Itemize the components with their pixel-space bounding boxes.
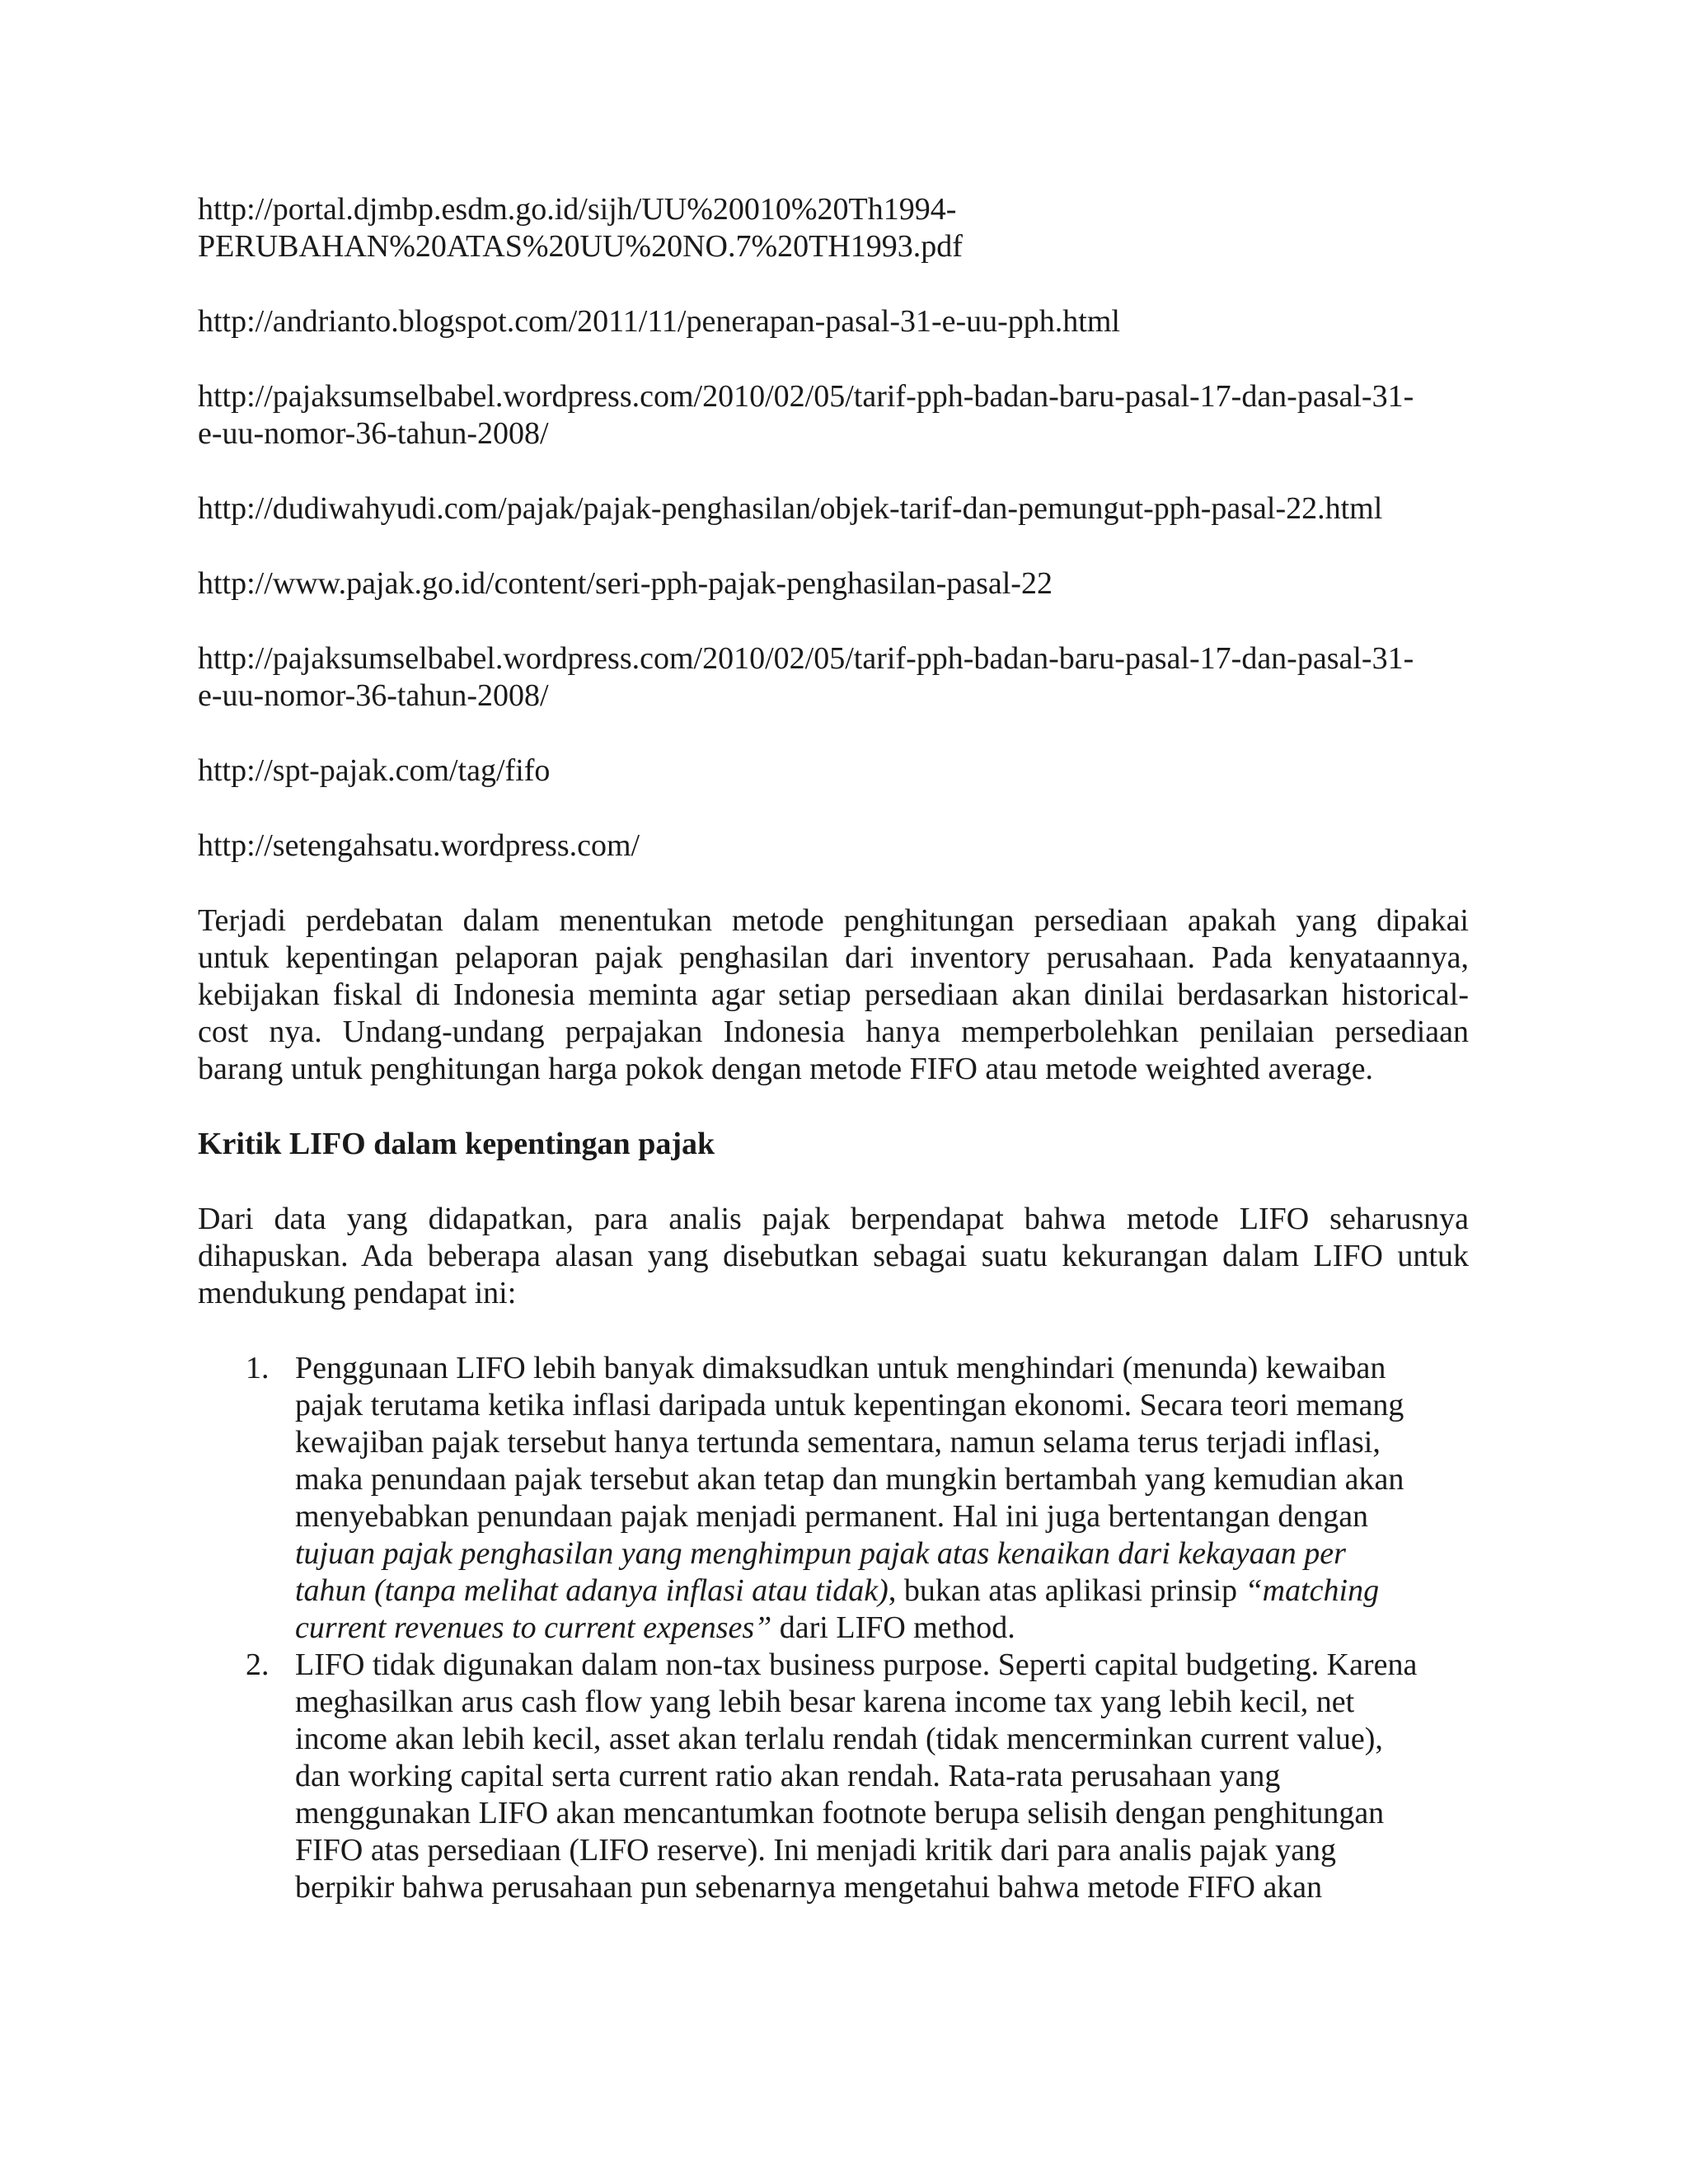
reference-url-line: http://portal.djmbp.esdm.go.id/sijh/UU%20010%20Th1994- <box>198 192 957 227</box>
plain-text: , bukan atas aplikasi prinsip <box>888 1573 1245 1608</box>
section-heading: Kritik LIFO dalam kepentingan pajak <box>198 1127 715 1161</box>
paragraph-line: Terjadi perdebatan dalam menentukan metode penghitungan persediaan apakah yang dipakai <box>198 903 1469 938</box>
reference-url[interactable] <box>198 378 1469 452</box>
reference-url[interactable] <box>198 490 1469 527</box>
reference-url-line: e-uu-nomor-36-tahun-2008/ <box>198 678 549 713</box>
italic-text: tahun (tanpa melihat adanya inflasi atau tidak) <box>295 1573 889 1608</box>
list-item-line: dan working capital serta current ratio akan rendah. Rata-rata perusahaan yang <box>295 1759 1281 1793</box>
list-item-line: kewajiban pajak tersebut hanya tertunda sementara, namun selama terus terjadi inflasi, <box>295 1425 1381 1460</box>
reference-url[interactable] <box>198 752 1469 790</box>
paragraph-line: Dari data yang didapatkan, para analis pajak berpendapat bahwa metode LIFO seharusnya <box>198 1202 1469 1236</box>
reference-url-line: http://setengahsatu.wordpress.com/ <box>198 828 640 863</box>
list-item-line: FIFO atas persediaan (LIFO reserve). Ini menjadi kritik dari para analis pajak yang <box>295 1833 1337 1868</box>
reference-url-line: http://dudiwahyudi.com/pajak/pajak-penghasilan/objek-tarif-dan-pemungut-pph-pasal-22.html <box>198 491 1383 526</box>
list-item <box>198 1647 1469 1906</box>
section-paragraph <box>198 1201 1469 1312</box>
list-item-line <box>295 1610 1469 1647</box>
reference-url-line: http://www.pajak.go.id/content/seri-pph-pajak-penghasilan-pasal-22 <box>198 566 1053 601</box>
list-item-line: LIFO tidak digunakan dalam non-tax business purpose. Seperti capital budgeting. Karena <box>295 1647 1418 1682</box>
paragraph-line: mendukung pendapat ini: <box>198 1276 517 1310</box>
list-item-line <box>295 1535 1469 1572</box>
list-item-line: menggunakan LIFO akan mencantumkan footnote berupa selisih dengan penghitungan <box>295 1796 1385 1830</box>
list-item <box>198 1350 1469 1647</box>
paragraph-line: cost nya. Undang-undang perpajakan Indonesia hanya memperbolehkan penilaian persediaan <box>198 1015 1469 1049</box>
italic-text: current revenues to current expenses” <box>295 1610 772 1645</box>
list-item-line: meghasilkan arus cash flow yang lebih besar karena income tax yang lebih kecil, net <box>295 1685 1355 1719</box>
reference-url[interactable] <box>198 640 1469 715</box>
reference-url[interactable] <box>198 191 1469 265</box>
list-item-line: berpikir bahwa perusahaan pun sebenarnya mengetahui bahwa metode FIFO akan <box>295 1870 1323 1905</box>
reference-url-line: http://pajaksumselbabel.wordpress.com/2010/02/05/tarif-pph-badan-baru-pasal-17-dan-pasal-31- <box>198 379 1414 414</box>
reference-url[interactable] <box>198 303 1469 340</box>
paragraph-line: dihapuskan. Ada beberapa alasan yang disebutkan sebagai suatu kekurangan dalam LIFO untuk <box>198 1239 1469 1273</box>
reference-url-line: http://pajaksumselbabel.wordpress.com/2010/02/05/tarif-pph-badan-baru-pasal-17-dan-pasal-31- <box>198 641 1414 676</box>
list-item-line: Penggunaan LIFO lebih banyak dimaksudkan untuk menghindari (menunda) kewaiban <box>295 1351 1386 1385</box>
paragraph-line: barang untuk penghitungan harga pokok dengan metode FIFO atau metode weighted average. <box>198 1052 1373 1086</box>
reference-url[interactable] <box>198 827 1469 865</box>
list-item-line: pajak terutama ketika inflasi daripada untuk kepentingan ekonomi. Secara teori memang <box>295 1388 1404 1422</box>
list-item-line <box>295 1572 1469 1610</box>
reference-url-line: http://andrianto.blogspot.com/2011/11/penerapan-pasal-31-e-uu-pph.html <box>198 304 1120 339</box>
list-item-number: 1. <box>246 1351 270 1385</box>
list-item-number: 2. <box>246 1647 270 1682</box>
italic-text: “matching <box>1245 1573 1380 1608</box>
criticism-list <box>198 1350 1469 1906</box>
reference-url-line: PERUBAHAN%20ATAS%20UU%20NO.7%20TH1993.pdf <box>198 229 963 264</box>
reference-url-line: http://spt-pajak.com/tag/fifo <box>198 753 551 788</box>
list-item-line: income akan lebih kecil, asset akan terlalu rendah (tidak mencerminkan current value), <box>295 1722 1383 1756</box>
paragraph-line: kebijakan fiskal di Indonesia meminta agar setiap persediaan akan dinilai berdasarkan historical- <box>198 977 1469 1012</box>
list-item-line: menyebabkan penundaan pajak menjadi permanent. Hal ini juga bertentangan dengan <box>295 1499 1369 1534</box>
reference-url[interactable] <box>198 565 1469 602</box>
intro-paragraph <box>198 902 1469 1088</box>
reference-url-line: e-uu-nomor-36-tahun-2008/ <box>198 416 549 451</box>
list-item-line: maka penundaan pajak tersebut akan tetap dan mungkin bertambah yang kemudian akan <box>295 1462 1404 1497</box>
plain-text: dari LIFO method. <box>771 1610 1015 1645</box>
reference-list <box>198 191 1469 865</box>
italic-text: tujuan pajak penghasilan yang menghimpun pajak atas kenaikan dari kekayaan per <box>295 1536 1346 1571</box>
document-page <box>198 191 1469 1906</box>
paragraph-line: untuk kepentingan pelaporan pajak penghasilan dari inventory perusahaan. Pada kenyataannya, <box>198 940 1469 975</box>
